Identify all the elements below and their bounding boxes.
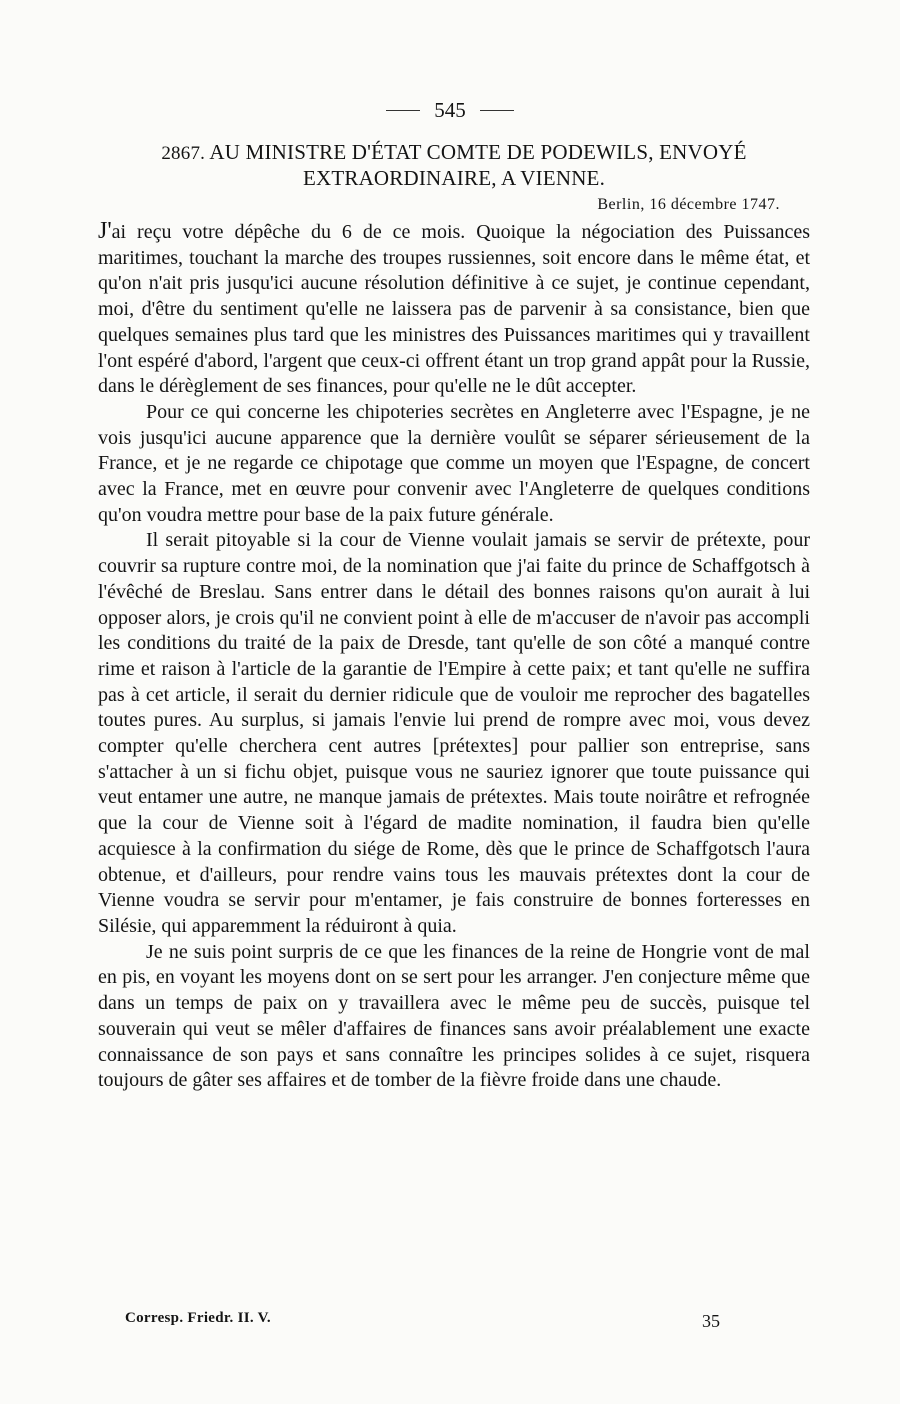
dateline: Berlin, 16 décembre 1747. — [597, 196, 780, 213]
left-dash — [386, 110, 420, 111]
letter-title: AU MINISTRE D'ÉTAT COMTE DE PODEWILS, ENVOYÉ EXTRAORDINAIRE, A VIENNE. — [209, 140, 747, 190]
letter-number: 2867. — [161, 143, 206, 164]
paragraph-4: Je ne suis point surpris de ce que les finances de la reine de Hongrie vont de mal en pis, en voyant les moyens dont on se sert pour les arranger. J'en conjecture même que dans un temps de paix on y travaillera avec le même peu de succès, puisque tel souverain qui veut se mêler d'affaires de finances sans avoir préalablement une exacte connaissance de son pays et sans connaître les principes solides à ce sujet, risquera toujours de gâter ses affaires et de tomber de la fièvre froide dans une chaude. — [98, 940, 810, 1092]
page-header — [0, 98, 900, 123]
page-number: 545 — [434, 98, 466, 122]
right-dash — [480, 110, 514, 111]
paragraph-2: Pour ce qui concerne les chipoteries secrètes en Angleterre avec l'Espagne, je ne vois jusqu'ici aucune apparence que la dernière voulût se séparer sérieusement de la France, et je ne regarde ce chipotage que comme un moyen que l'Espagne, de concert avec la France, met en œuvre pour convenir avec l'Angleterre de quelques conditions qu'on voudra mettre pour base de la paix future générale. — [98, 400, 810, 526]
footer-signature-mark: 35 — [702, 1311, 720, 1331]
paragraph-1: J'ai reçu votre dépêche du 6 de ce mois. Quoique la négociation des Puissances maritimes, touchant la marche des troupes russiennes, soit encore dans le même état, et qu'on n'ait pris jusqu'ici aucune résolution définitive à ce sujet, je continue cependant, moi, d'être du sentiment qu'elle ne laissera pas de parvenir à sa consistance, bien que quelques semaines plus tard que les ministres des Puissances maritimes qui y travaillent l'ont espéré d'abord, l'argent que ceux-ci offrent étant un trop grand appât pour la Russie, dans le dérèglement de ses finances, pour qu'elle ne le dût accepter. — [98, 218, 810, 398]
paragraph-3: Il serait pitoyable si la cour de Vienne voulait jamais se servir de prétexte, pour couvrir sa rupture contre moi, de la nomination que j'ai faite du prince de Schaffgotsch à l'évêché de Breslau. Sans entrer dans le détail des bonnes raisons qu'on aurait à lui opposer alors, je crois qu'il ne convient point à elle de m'accuser de n'avoir pas accompli les conditions du traité de la paix de Dresde, tant qu'elle de son côté a manqué contre rime et raison à l'article de la garantie de l'Empire à cette paix; et tant qu'elle ne suffira pas à cet article, il serait du dernier ridicule que de vouloir me reprocher des bagatelles toutes pures. Au surplus, si jamais l'envie lui prend de rompre avec moi, vous devez compter qu'elle cherchera cent autres [prétextes] pour pallier son entreprise, sans s'attacher à un si fichu objet, puisque vous ne sauriez ignorer que toute puissance qui veut entamer une autre, ne manque jamais de prétextes. Mais toute noirâtre et refrognée que la cour de Vienne soit à l'égard de madite nomination, il faudra bien qu'elle acquiesce à la confirmation du siége de Rome, dès que le prince de Schaffgotsch l'aura obtenue, et d'ailleurs, pour rendre vains tous les mauvais prétextes dont la cour de Vienne voudra se servir pour m'entamer, je fais construire de bonnes forteresses en Silésie, qui apparemment la réduiront à quia. — [98, 529, 810, 937]
footer-source: Corresp. Friedr. II. V. — [125, 1310, 271, 1326]
letter-body — [98, 219, 810, 1094]
letter-heading — [98, 140, 810, 191]
